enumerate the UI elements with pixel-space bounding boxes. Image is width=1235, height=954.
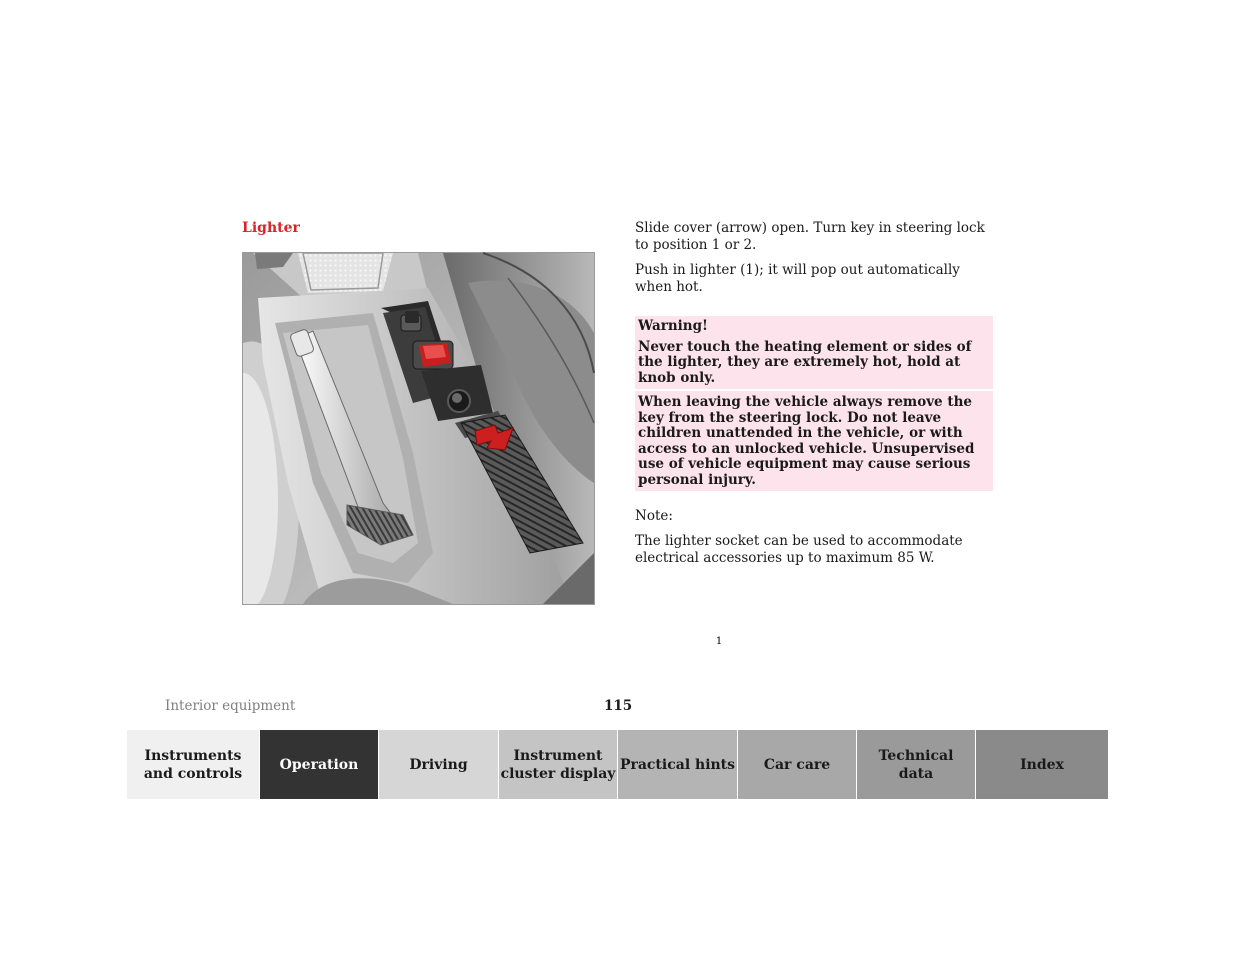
page-number: 115 [604, 698, 633, 714]
note-label: Note: [635, 508, 673, 524]
tab-operation[interactable]: Operation [259, 730, 378, 799]
tab-technical-data[interactable]: Technical data [856, 730, 975, 799]
chapter-tabs [127, 730, 1108, 799]
main-text [635, 220, 993, 575]
instruction-paragraph-2: Push in lighter (1); it will pop out automatically when hot. [635, 262, 960, 295]
tab-driving[interactable]: Driving [378, 730, 498, 799]
instruction-paragraph-1: Slide cover (arrow) open. Turn key in steering lock to position 1 or 2. [635, 220, 985, 253]
warning-item-2: When leaving the vehicle always remove the key from the steering lock. Do not leave children unattended in the vehicle, or with access to an unlocked vehicle. Unsupervised use of vehicle equipment may cause serious personal injury. [635, 389, 993, 491]
warning-box [635, 316, 993, 491]
tab-practical-hints[interactable]: Practical hints [617, 730, 737, 799]
note-text: The lighter socket can be used to accommodate electrical accessories up to maximum 85 W. [635, 533, 963, 566]
tab-instrument-cluster-display[interactable]: Instrument cluster display [498, 730, 617, 799]
warning-item-1: Never touch the heating element or sides of the lighter, they are extremely hot, hold at knob only. [638, 338, 972, 386]
footer-section-name: Interior equipment [165, 698, 296, 714]
tab-car-care[interactable]: Car care [737, 730, 856, 799]
callout-number: 1 [713, 635, 725, 649]
section-title: Lighter [242, 220, 300, 236]
warning-heading: Warning! [638, 318, 708, 334]
tab-instruments-and-controls[interactable]: Instruments and controls [127, 730, 259, 799]
tab-index[interactable]: Index [975, 730, 1108, 799]
